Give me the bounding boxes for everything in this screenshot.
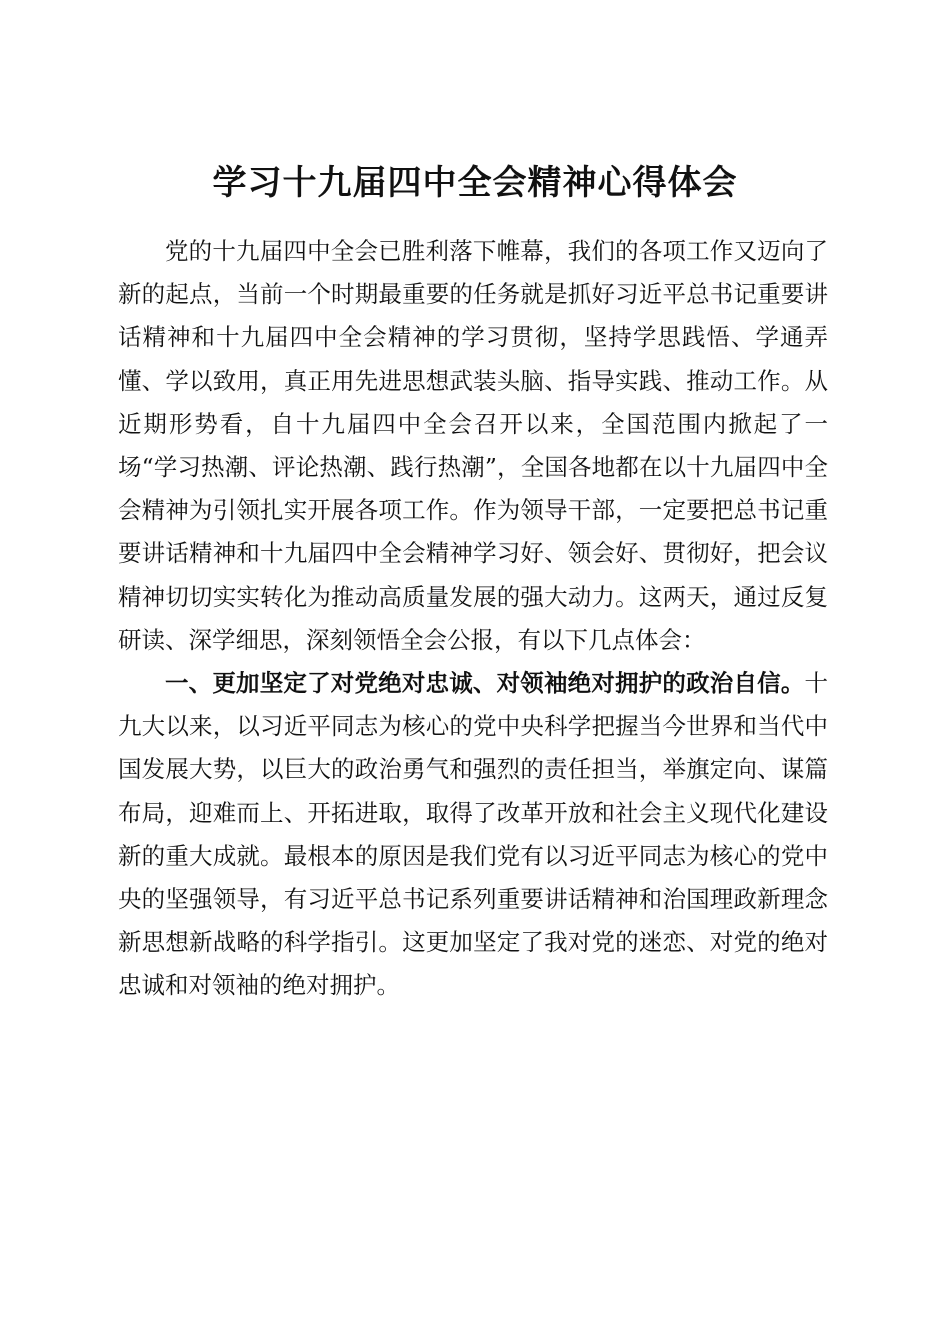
document-body: [118, 230, 828, 1008]
intro-paragraph: 党的十九届四中全会已胜利落下帷幕，我们的各项工作又迈向了新的起点，当前一个时期最重要的任务就是抓好习近平总书记重要讲话精神和十九届四中全会精神的学习贯彻，坚持学思践悟、学通弄懂、学以致用，真正用先进思想武装头脑、指导实践、推动工作。从近期形势看，自十九届四中全会召开以来，全国范围内掀起了一场“学习热潮、评论热潮、践行热潮”，全国各地都在以十九届四中全会精神为引领扎实开展各项工作。作为领导干部，一定要把总书记重要讲话精神和十九届四中全会精神学习好、领会好、贯彻好，把会议精神切切实实转化为推动高质量发展的强大动力。这两天，通过反复研读、深学细思，深刻领悟全会公报，有以下几点体会：: [118, 237, 828, 654]
document-title: 学习十九届四中全会精神心得体会: [212, 162, 738, 203]
section-one-heading: 一、更加坚定了对党绝对忠诚、对领袖绝对拥护的政治自信。: [165, 669, 805, 698]
section-one-paragraph: [118, 662, 828, 1008]
section-one-text: 十九大以来，以习近平同志为核心的党中央科学把握当今世界和当代中国发展大势，以巨大的政治勇气和强烈的责任担当，举旗定向、谋篇布局，迎难而上、开拓进取，取得了改革开放和社会主义现代化建设新的重大成就。最根本的原因是我们党有以习近平同志为核心的党中央的坚强领导，有习近平总书记系列重要讲话精神和治国理政新理念新思想新战略的科学指引。这更加坚定了我对党的迷恋、对党的绝对忠诚和对领袖的绝对拥护。: [118, 669, 828, 1000]
